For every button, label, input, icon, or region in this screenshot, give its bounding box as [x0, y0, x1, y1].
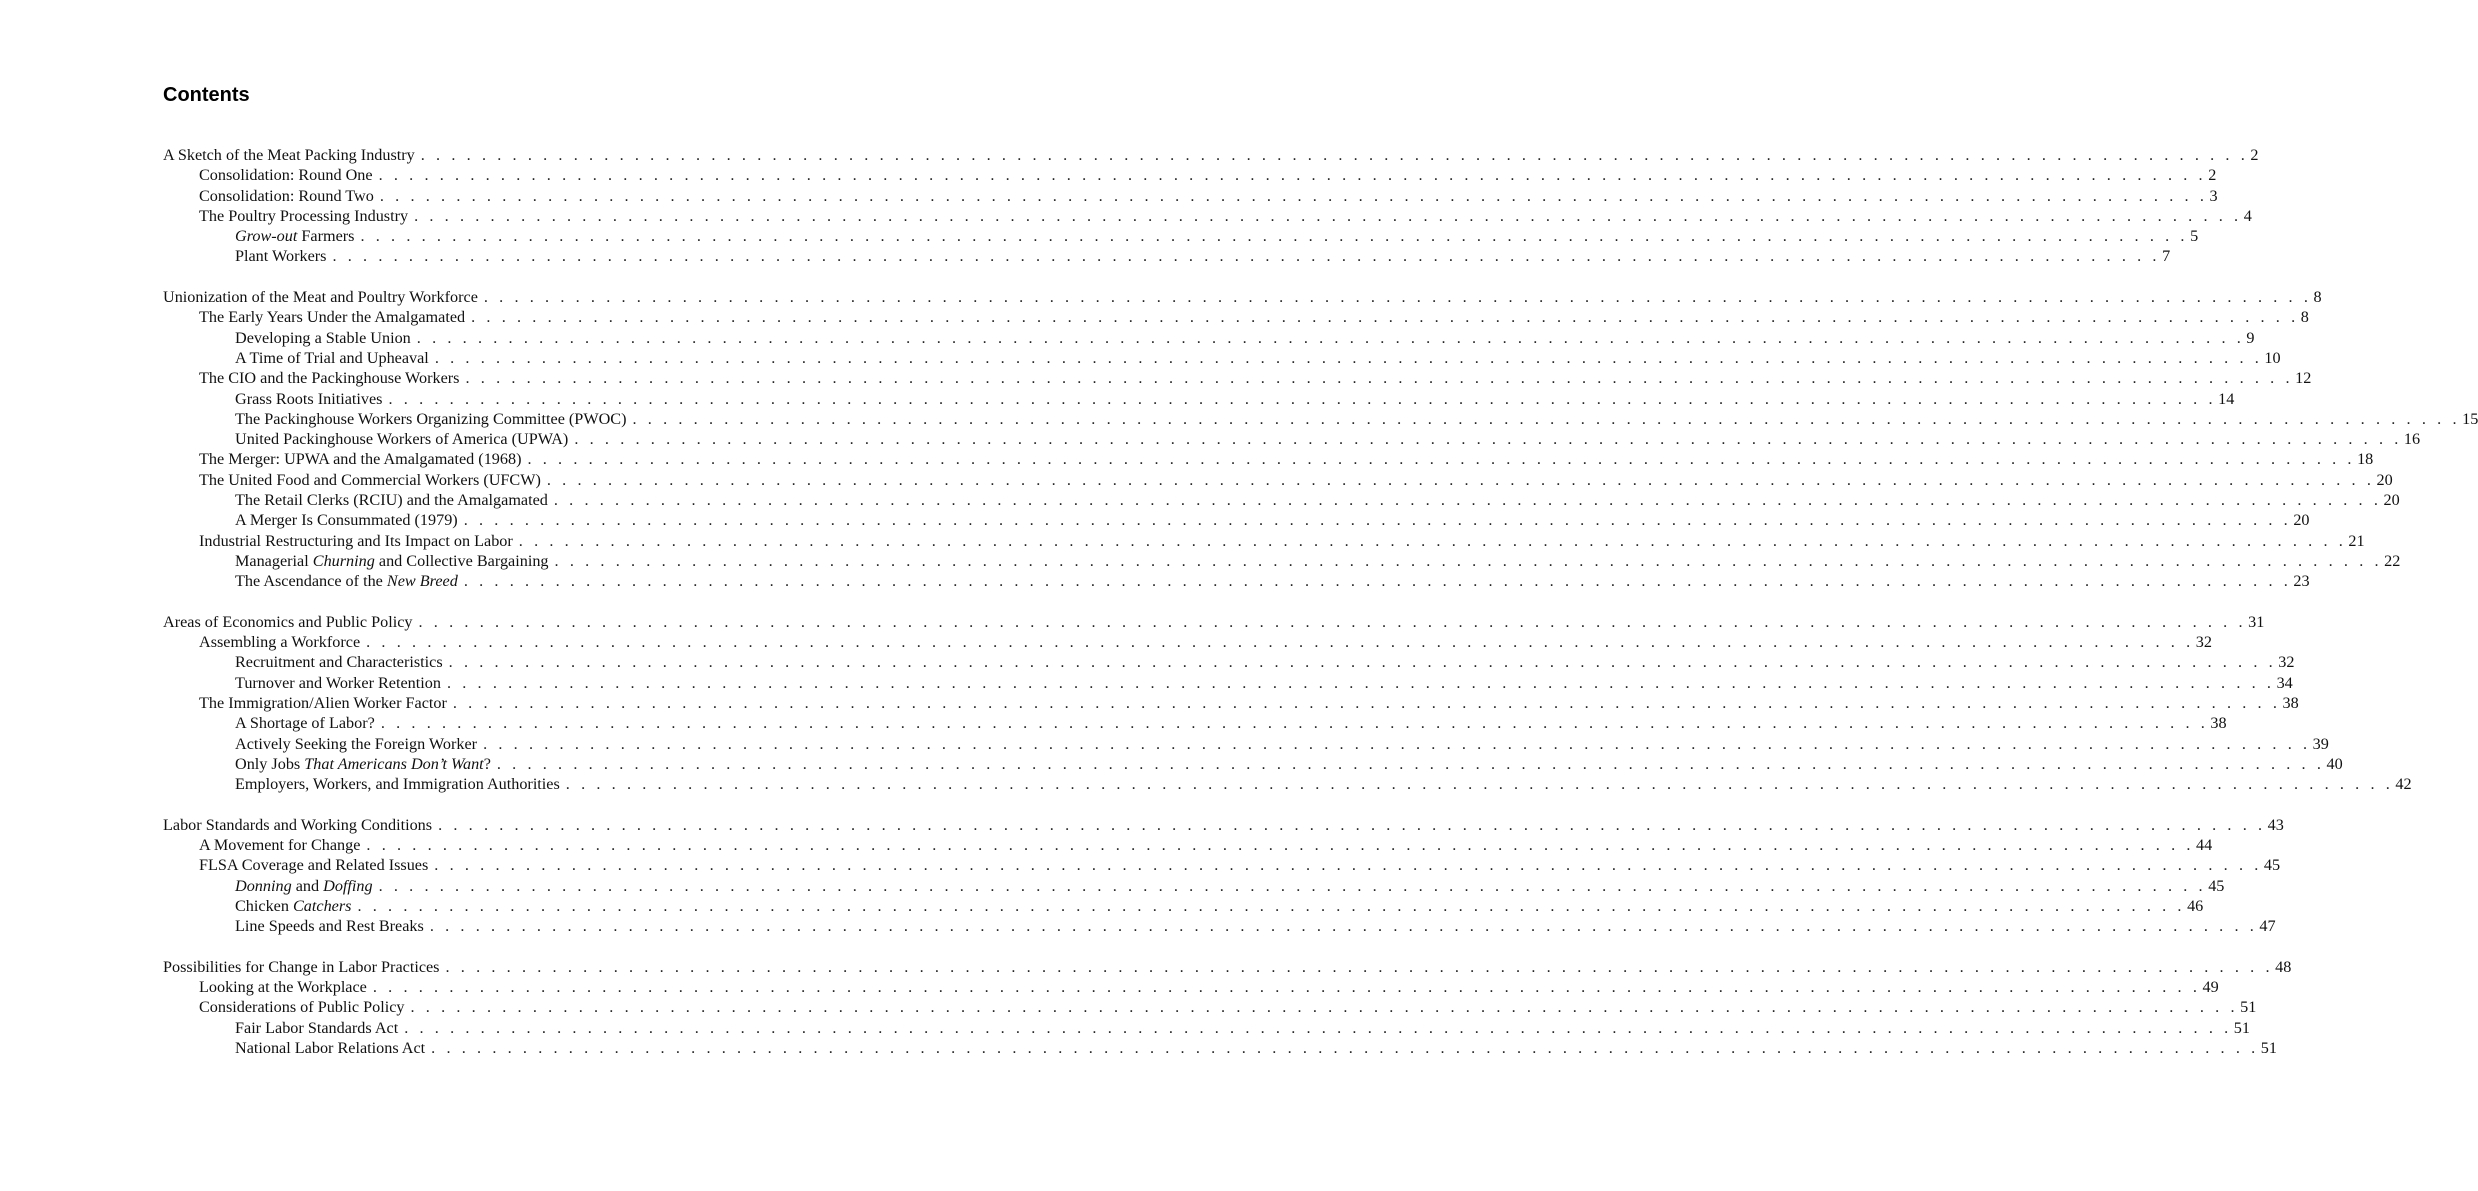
toc-entry-title-text: Consolidation: Round Two [199, 186, 374, 205]
toc-entry-title [199, 470, 547, 490]
dot-leader: . . . . . . . . . . . . . . . . . . . . . . . . . . . . . . . . . . . . . . . . . . . . . . . . . . . . . . . . . . . . . . . . . . . . . . . . . . . . . . . . . . . . . . . . . . . . . . . . . . . . . . . . . . . . . . . . . . . . . . . . [332, 247, 2161, 266]
toc-entry-level-2 [163, 307, 2309, 327]
toc-entry-title-text: The Immigration/Alien Worker Factor [199, 694, 447, 713]
toc-section [163, 287, 2478, 591]
toc-entry-title [199, 997, 410, 1017]
toc-entry-title-italic: Doffing [323, 876, 373, 895]
dot-leader: . . . . . . . . . . . . . . . . . . . . . . . . . . . . . . . . . . . . . . . . . . . . . . . . . . . . . . . . . . . . . . . . . . . . . . . . . . . . . . . . . . . . . . . . . . . . . . . . . . . . . . . . . . . . . . . . . . . . . . . . [554, 551, 2383, 570]
toc-entry-title-italic: That Americans Don’t Want [304, 754, 484, 773]
toc-entry-title [235, 490, 554, 510]
toc-entry-title-text: Consolidation: Round One [199, 166, 373, 185]
toc-entry-title [235, 551, 555, 571]
toc-entry-level-3 [163, 1018, 2250, 1038]
toc-page-number: 20 [2376, 470, 2393, 489]
toc-entry-title [235, 348, 435, 368]
toc-page-number: 45 [2208, 876, 2225, 895]
toc-page-number: 4 [2243, 206, 2252, 225]
toc-entry-title [199, 186, 380, 206]
dot-leader: . . . . . . . . . . . . . . . . . . . . . . . . . . . . . . . . . . . . . . . . . . . . . . . . . . . . . . . . . . . . . . . . . . . . . . . . . . . . . . . . . . . . . . . . . . . . . . . . . . . . . . . . . . . . . . . . . . . . . . . . [632, 409, 2461, 428]
dot-leader: . . . . . . . . . . . . . . . . . . . . . . . . . . . . . . . . . . . . . . . . . . . . . . . . . . . . . . . . . . . . . . . . . . . . . . . . . . . . . . . . . . . . . . . . . . . . . . . . . . . . . . . . . . . . . . . . . . . . . . . . [565, 775, 2394, 794]
toc-page-number: 46 [2187, 896, 2204, 915]
toc-entry-title [199, 165, 379, 185]
toc-entry-level-3 [163, 1038, 2277, 1058]
toc-entry-level-2 [163, 470, 2393, 490]
toc-page-number: 20 [2293, 511, 2310, 530]
dot-leader: . . . . . . . . . . . . . . . . . . . . . . . . . . . . . . . . . . . . . . . . . . . . . . . . . . . . . . . . . . . . . . . . . . . . . . . . . . . . . . . . . . . . . . . . . . . . . . . . . . . . . . . . . . . . . . . . . . . . . . . . [463, 572, 2292, 591]
toc-entry-title-text: Turnover and Worker Retention [235, 673, 441, 692]
toc-entry-title [199, 307, 471, 327]
toc-entry-title [199, 977, 373, 997]
toc-entry-title-italic: Catchers [293, 896, 352, 915]
toc-entry-title-text: Actively Seeking the Foreign Worker [235, 734, 478, 753]
toc-entry-title [199, 835, 366, 855]
toc-page-number: 2 [2208, 166, 2217, 185]
toc-entry-title-text: The Retail Clerks (RCIU) and the Amalgamated [235, 491, 548, 510]
toc-entry-title [163, 612, 419, 632]
toc-entry-level-3 [163, 896, 2204, 916]
toc-entry-title [235, 1038, 431, 1058]
toc-entry-title-text: National Labor Relations Act [235, 1039, 426, 1058]
toc-page-number: 5 [2190, 227, 2199, 246]
toc-entry-level-2 [163, 165, 2217, 185]
toc-entry-title-italic: Churning [312, 551, 375, 570]
page-title: Contents [163, 84, 250, 106]
toc-entry-title [235, 1018, 404, 1038]
dot-leader: . . . . . . . . . . . . . . . . . . . . . . . . . . . . . . . . . . . . . . . . . . . . . . . . . . . . . . . . . . . . . . . . . . . . . . . . . . . . . . . . . . . . . . . . . . . . . . . . . . . . . . . . . . . . . . . . . . . . . . . . [553, 491, 2382, 510]
dot-leader: . . . . . . . . . . . . . . . . . . . . . . . . . . . . . . . . . . . . . . . . . . . . . . . . . . . . . . . . . . . . . . . . . . . . . . . . . . . . . . . . . . . . . . . . . . . . . . . . . . . . . . . . . . . . . . . . . . . . . . . . [378, 876, 2207, 895]
toc-entry-title-text: The Ascendance of the [235, 572, 387, 591]
toc-page-number: 8 [2313, 288, 2322, 307]
toc-entry-title-text: Managerial [235, 551, 313, 570]
toc-entry-level-2 [163, 997, 2257, 1017]
toc-entry-title-text: Grass Roots Initiatives [235, 389, 383, 408]
toc-page-number: 39 [2312, 734, 2329, 753]
toc-entry-level-3 [163, 734, 2329, 754]
toc-entry-title-text: Only Jobs [235, 754, 305, 773]
toc-entry-title [199, 206, 414, 226]
toc-page-number: 40 [2326, 754, 2343, 773]
toc-entry-title-text: The Poultry Processing Industry [199, 206, 409, 225]
toc-page-number: 8 [2300, 308, 2309, 327]
toc-entry-title-text: Industrial Restructuring and Its Impact on Labor [199, 531, 513, 550]
dot-leader: . . . . . . . . . . . . . . . . . . . . . . . . . . . . . . . . . . . . . . . . . . . . . . . . . . . . . . . . . . . . . . . . . . . . . . . . . . . . . . . . . . . . . . . . . . . . . . . . . . . . . . . . . . . . . . . . . . . . . . . . [379, 186, 2208, 205]
toc-entry-level-2 [163, 449, 2374, 469]
toc-entry-level-1 [163, 957, 2292, 977]
dot-leader: . . . . . . . . . . . . . . . . . . . . . . . . . . . . . . . . . . . . . . . . . . . . . . . . . . . . . . . . . . . . . . . . . . . . . . . . . . . . . . . . . . . . . . . . . . . . . . . . . . . . . . . . . . . . . . . . . . . . . . . . [465, 369, 2294, 388]
toc-entry-title [163, 815, 438, 835]
toc-entry-title-text: A Merger Is Consummated (1979) [235, 511, 458, 530]
dot-leader: . . . . . . . . . . . . . . . . . . . . . . . . . . . . . . . . . . . . . . . . . . . . . . . . . . . . . . . . . . . . . . . . . . . . . . . . . . . . . . . . . . . . . . . . . . . . . . . . . . . . . . . . . . . . . . . . . . . . . . . . [434, 348, 2263, 367]
toc-page-number: 10 [2264, 348, 2281, 367]
dot-leader: . . . . . . . . . . . . . . . . . . . . . . . . . . . . . . . . . . . . . . . . . . . . . . . . . . . . . . . . . . . . . . . . . . . . . . . . . . . . . . . . . . . . . . . . . . . . . . . . . . . . . . . . . . . . . . . . . . . . . . . . [452, 694, 2281, 713]
toc-entry-title-text: Assembling a Workforce [199, 633, 361, 652]
toc-entry-level-1 [163, 815, 2284, 835]
toc-entry-title [199, 449, 527, 469]
toc-entry-level-3 [163, 328, 2255, 348]
toc-entry-level-3 [163, 876, 2225, 896]
toc-entry-title-text: The Merger: UPWA and the Amalgamated (1968) [199, 450, 522, 469]
toc-entry-title [235, 754, 497, 774]
toc-entry-title [235, 571, 464, 591]
toc-entry-title-italic: Donning [235, 876, 292, 895]
dot-leader: . . . . . . . . . . . . . . . . . . . . . . . . . . . . . . . . . . . . . . . . . . . . . . . . . . . . . . . . . . . . . . . . . . . . . . . . . . . . . . . . . . . . . . . . . . . . . . . . . . . . . . . . . . . . . . . . . . . . . . . . [366, 633, 2194, 652]
dot-leader: . . . . . . . . . . . . . . . . . . . . . . . . . . . . . . . . . . . . . . . . . . . . . . . . . . . . . . . . . . . . . . . . . . . . . . . . . . . . . . . . . . . . . . . . . . . . . . . . . . . . . . . . . . . . . . . . . . . . . . . . [445, 957, 2274, 976]
dot-leader: . . . . . . . . . . . . . . . . . . . . . . . . . . . . . . . . . . . . . . . . . . . . . . . . . . . . . . . . . . . . . . . . . . . . . . . . . . . . . . . . . . . . . . . . . . . . . . . . . . . . . . . . . . . . . . . . . . . . . . . . [496, 754, 2325, 773]
dot-leader: . . . . . . . . . . . . . . . . . . . . . . . . . . . . . . . . . . . . . . . . . . . . . . . . . . . . . . . . . . . . . . . . . . . . . . . . . . . . . . . . . . . . . . . . . . . . . . . . . . . . . . . . . . . . . . . . . . . . . . . . [388, 389, 2217, 408]
toc-page-number: 51 [2260, 1039, 2277, 1058]
dot-leader: . . . . . . . . . . . . . . . . . . . . . . . . . . . . . . . . . . . . . . . . . . . . . . . . . . . . . . . . . . . . . . . . . . . . . . . . . . . . . . . . . . . . . . . . . . . . . . . . . . . . . . . . . . . . . . . . . . . . . . . . [518, 531, 2347, 550]
dot-leader: . . . . . . . . . . . . . . . . . . . . . . . . . . . . . . . . . . . . . . . . . . . . . . . . . . . . . . . . . . . . . . . . . . . . . . . . . . . . . . . . . . . . . . . . . . . . . . . . . . . . . . . . . . . . . . . . . . . . . . . . [410, 998, 2239, 1017]
toc-page-number: 18 [2357, 450, 2374, 469]
toc-entry-title-text: and [291, 876, 324, 895]
dot-leader: . . . . . . . . . . . . . . . . . . . . . . . . . . . . . . . . . . . . . . . . . . . . . . . . . . . . . . . . . . . . . . . . . . . . . . . . . . . . . . . . . . . . . . . . . . . . . . . . . . . . . . . . . . . . . . . . . . . . . . . . [404, 1018, 2232, 1037]
toc-entry-level-2 [163, 855, 2281, 875]
toc-page-number: 21 [2348, 531, 2365, 550]
toc-page-number: 3 [2209, 186, 2218, 205]
toc-entry-level-3 [163, 916, 2276, 936]
toc-entry-level-2 [163, 632, 2212, 652]
toc-entry-title-text: The CIO and the Packinghouse Workers [199, 369, 460, 388]
toc-entry-level-3 [163, 490, 2400, 510]
toc-entry-level-1 [163, 145, 2259, 165]
toc-page-number: 31 [2248, 612, 2265, 631]
toc-entry-title [163, 957, 445, 977]
toc-page-number: 49 [2202, 978, 2219, 997]
toc-page-number: 7 [2162, 247, 2171, 266]
toc-entry-title [199, 368, 466, 388]
toc-entry-level-3 [163, 409, 2478, 429]
toc-entry-level-3 [163, 652, 2295, 672]
toc-section [163, 612, 2412, 795]
toc-entry-title [235, 389, 388, 409]
toc-page-number: 47 [2259, 917, 2276, 936]
toc-page-number: 48 [2275, 957, 2292, 976]
toc-entry-title-text: Unionization of the Meat and Poultry Workforce [163, 288, 478, 307]
toc-entry-title [235, 652, 449, 672]
toc-page-number: 23 [2293, 572, 2310, 591]
toc-entry-title-text: Employers, Workers, and Immigration Authorities [235, 775, 560, 794]
dot-leader: . . . . . . . . . . . . . . . . . . . . . . . . . . . . . . . . . . . . . . . . . . . . . . . . . . . . . . . . . . . . . . . . . . . . . . . . . . . . . . . . . . . . . . . . . . . . . . . . . . . . . . . . . . . . . . . . . . . . . . . . [420, 146, 2249, 164]
toc-page-number: 32 [2278, 653, 2295, 672]
toc-entry-level-1 [163, 287, 2322, 307]
dot-leader: . . . . . . . . . . . . . . . . . . . . . . . . . . . . . . . . . . . . . . . . . . . . . . . . . . . . . . . . . . . . . . . . . . . . . . . . . . . . . . . . . . . . . . . . . . . . . . . . . . . . . . . . . . . . . . . . . . . . . . . . [438, 815, 2266, 834]
toc-entry-title [235, 774, 566, 794]
dot-leader: . . . . . . . . . . . . . . . . . . . . . . . . . . . . . . . . . . . . . . . . . . . . . . . . . . . . . . . . . . . . . . . . . . . . . . . . . . . . . . . . . . . . . . . . . . . . . . . . . . . . . . . . . . . . . . . . . . . . . . . . [372, 978, 2201, 997]
toc-entry-title [163, 287, 484, 307]
toc-entry-title [235, 916, 430, 936]
toc-entry-level-3 [163, 246, 2171, 266]
toc-entry-title-text: A Time of Trial and Upheaval [235, 348, 429, 367]
toc-entry-title-text: and Collective Bargaining [374, 551, 549, 570]
toc-entry-title-text: Chicken [235, 896, 293, 915]
toc-entry-title-text: Developing a Stable Union [235, 328, 411, 347]
toc-entry-title-text: FLSA Coverage and Related Issues [199, 856, 429, 875]
toc-entry-level-3 [163, 551, 2401, 571]
toc-entry-title-text: Recruitment and Characteristics [235, 653, 443, 672]
dot-leader: . . . . . . . . . . . . . . . . . . . . . . . . . . . . . . . . . . . . . . . . . . . . . . . . . . . . . . . . . . . . . . . . . . . . . . . . . . . . . . . . . . . . . . . . . . . . . . . . . . . . . . . . . . . . . . . . . . . . . . . . [527, 450, 2356, 469]
dot-leader: . . . . . . . . . . . . . . . . . . . . . . . . . . . . . . . . . . . . . . . . . . . . . . . . . . . . . . . . . . . . . . . . . . . . . . . . . . . . . . . . . . . . . . . . . . . . . . . . . . . . . . . . . . . . . . . . . . . . . . . . [366, 836, 2195, 855]
toc-entry-title-text: Fair Labor Standards Act [235, 1018, 399, 1037]
toc-entry-title [235, 409, 632, 429]
toc-entry-title [199, 693, 453, 713]
toc-entry-level-2 [163, 977, 2219, 997]
toc-page-number: 43 [2267, 815, 2284, 834]
dot-leader: . . . . . . . . . . . . . . . . . . . . . . . . . . . . . . . . . . . . . . . . . . . . . . . . . . . . . . . . . . . . . . . . . . . . . . . . . . . . . . . . . . . . . . . . . . . . . . . . . . . . . . . . . . . . . . . . . . . . . . . . [574, 430, 2402, 449]
toc-entry-title-text: United Packinghouse Workers of America (UPWA) [235, 430, 569, 449]
toc-page-number: 20 [2383, 491, 2400, 510]
toc-page-number: 22 [2384, 551, 2401, 570]
toc-entry-title [235, 876, 379, 896]
toc-page-number: 38 [2282, 694, 2299, 713]
toc-entry-title-italic: New Breed [386, 572, 458, 591]
dot-leader: . . . . . . . . . . . . . . . . . . . . . . . . . . . . . . . . . . . . . . . . . . . . . . . . . . . . . . . . . . . . . . . . . . . . . . . . . . . . . . . . . . . . . . . . . . . . . . . . . . . . . . . . . . . . . . . . . . . . . . . . [380, 714, 2209, 733]
toc-entry-title [235, 673, 447, 693]
toc-page-number: 34 [2276, 673, 2293, 692]
toc-entry-title [235, 734, 483, 754]
toc-entry-level-3 [163, 226, 2199, 246]
toc-entry-level-2 [163, 186, 2218, 206]
toc-entry-level-3 [163, 510, 2310, 530]
toc-entry-level-2 [163, 368, 2312, 388]
toc-entry-title-italic: Grow-out [235, 227, 298, 246]
toc-entry-level-3 [163, 389, 2235, 409]
toc-entry-title-text: The United Food and Commercial Workers (UFCW) [199, 470, 541, 489]
dot-leader: . . . . . . . . . . . . . . . . . . . . . . . . . . . . . . . . . . . . . . . . . . . . . . . . . . . . . . . . . . . . . . . . . . . . . . . . . . . . . . . . . . . . . . . . . . . . . . . . . . . . . . . . . . . . . . . . . . . . . . . . [378, 166, 2207, 185]
toc-entry-title [235, 429, 574, 449]
toc-entry-title [235, 896, 357, 916]
toc-page-number: 44 [2196, 836, 2213, 855]
toc-page-number: 32 [2195, 633, 2212, 652]
dot-leader: . . . . . . . . . . . . . . . . . . . . . . . . . . . . . . . . . . . . . . . . . . . . . . . . . . . . . . . . . . . . . . . . . . . . . . . . . . . . . . . . . . . . . . . . . . . . . . . . . . . . . . . . . . . . . . . . . . . . . . . . [357, 896, 2186, 915]
toc-entry-title-text: ? [483, 754, 491, 773]
toc-entry-level-1 [163, 612, 2265, 632]
toc-entry-title-text: The Packinghouse Workers Organizing Committee (PWOC) [235, 409, 627, 428]
dot-leader: . . . . . . . . . . . . . . . . . . . . . . . . . . . . . . . . . . . . . . . . . . . . . . . . . . . . . . . . . . . . . . . . . . . . . . . . . . . . . . . . . . . . . . . . . . . . . . . . . . . . . . . . . . . . . . . . . . . . . . . . [418, 612, 2247, 631]
toc-page-number: 51 [2233, 1018, 2250, 1037]
toc-entry-title-text: Line Speeds and Rest Breaks [235, 917, 424, 936]
toc-page-number: 9 [2246, 328, 2255, 347]
toc-entry-title [235, 246, 332, 266]
dot-leader: . . . . . . . . . . . . . . . . . . . . . . . . . . . . . . . . . . . . . . . . . . . . . . . . . . . . . . . . . . . . . . . . . . . . . . . . . . . . . . . . . . . . . . . . . . . . . . . . . . . . . . . . . . . . . . . . . . . . . . . . [463, 511, 2292, 530]
toc-page-number: 51 [2240, 998, 2257, 1017]
toc-entry-level-3 [163, 348, 2281, 368]
dot-leader: . . . . . . . . . . . . . . . . . . . . . . . . . . . . . . . . . . . . . . . . . . . . . . . . . . . . . . . . . . . . . . . . . . . . . . . . . . . . . . . . . . . . . . . . . . . . . . . . . . . . . . . . . . . . . . . . . . . . . . . . [471, 308, 2299, 327]
toc-section [163, 145, 2259, 267]
toc-page-number: 2 [2250, 146, 2259, 164]
toc-entry-title [199, 855, 434, 875]
toc-page-number: 16 [2403, 430, 2421, 449]
dot-leader: . . . . . . . . . . . . . . . . . . . . . . . . . . . . . . . . . . . . . . . . . . . . . . . . . . . . . . . . . . . . . . . . . . . . . . . . . . . . . . . . . . . . . . . . . . . . . . . . . . . . . . . . . . . . . . . . . . . . . . . . [483, 288, 2312, 307]
toc-entry-level-3 [163, 754, 2343, 774]
toc-page-number: 45 [2263, 856, 2281, 875]
toc-entry-level-3 [163, 571, 2310, 591]
toc-entry-title-text: Labor Standards and Working Conditions [163, 815, 433, 834]
toc-entry-title-text: Possibilities for Change in Labor Practices [163, 957, 440, 976]
toc-entry-title-text: A Sketch of the Meat Packing Industry [163, 146, 415, 164]
dot-leader: . . . . . . . . . . . . . . . . . . . . . . . . . . . . . . . . . . . . . . . . . . . . . . . . . . . . . . . . . . . . . . . . . . . . . . . . . . . . . . . . . . . . . . . . . . . . . . . . . . . . . . . . . . . . . . . . . . . . . . . . [446, 673, 2275, 692]
toc-entry-title-text: The Early Years Under the Amalgamated [199, 308, 466, 327]
dot-leader: . . . . . . . . . . . . . . . . . . . . . . . . . . . . . . . . . . . . . . . . . . . . . . . . . . . . . . . . . . . . . . . . . . . . . . . . . . . . . . . . . . . . . . . . . . . . . . . . . . . . . . . . . . . . . . . . . . . . . . . . [360, 227, 2189, 246]
toc-entry-title-text: Looking at the Workplace [199, 978, 367, 997]
toc-entry-title [199, 632, 366, 652]
toc-entry-title-text: Farmers [297, 227, 355, 246]
toc-section [163, 815, 2284, 937]
toc-entry-level-2 [163, 206, 2252, 226]
toc-page-number: 38 [2210, 714, 2227, 733]
toc-entry-level-2 [163, 531, 2365, 551]
toc-page-number: 15 [2462, 409, 2478, 428]
toc-entry-title-text: Plant Workers [235, 247, 327, 266]
toc-entry-level-3 [163, 713, 2227, 733]
toc-entry-title-text: Areas of Economics and Public Policy [163, 612, 413, 631]
toc-entry-title [163, 145, 421, 165]
toc-page-number: 12 [2295, 369, 2312, 388]
dot-leader: . . . . . . . . . . . . . . . . . . . . . . . . . . . . . . . . . . . . . . . . . . . . . . . . . . . . . . . . . . . . . . . . . . . . . . . . . . . . . . . . . . . . . . . . . . . . . . . . . . . . . . . . . . . . . . . . . . . . . . . . [483, 734, 2311, 753]
toc-entry-level-3 [163, 673, 2293, 693]
toc-entry-title [235, 510, 464, 530]
dot-leader: . . . . . . . . . . . . . . . . . . . . . . . . . . . . . . . . . . . . . . . . . . . . . . . . . . . . . . . . . . . . . . . . . . . . . . . . . . . . . . . . . . . . . . . . . . . . . . . . . . . . . . . . . . . . . . . . . . . . . . . . [429, 917, 2258, 936]
toc-entry-level-3 [163, 774, 2412, 794]
toc-entry-title [235, 328, 417, 348]
toc-page-number: 14 [2218, 389, 2235, 408]
toc-entry-title-text: A Movement for Change [199, 836, 361, 855]
toc-section [163, 957, 2292, 1058]
dot-leader: . . . . . . . . . . . . . . . . . . . . . . . . . . . . . . . . . . . . . . . . . . . . . . . . . . . . . . . . . . . . . . . . . . . . . . . . . . . . . . . . . . . . . . . . . . . . . . . . . . . . . . . . . . . . . . . . . . . . . . . . [434, 856, 2262, 875]
toc-entry-level-2 [163, 835, 2213, 855]
toc-entry-title [199, 531, 519, 551]
dot-leader: . . . . . . . . . . . . . . . . . . . . . . . . . . . . . . . . . . . . . . . . . . . . . . . . . . . . . . . . . . . . . . . . . . . . . . . . . . . . . . . . . . . . . . . . . . . . . . . . . . . . . . . . . . . . . . . . . . . . . . . . [448, 653, 2277, 672]
table-of-contents [163, 145, 2478, 1079]
toc-entry-title [235, 713, 381, 733]
toc-entry-title-text: Considerations of Public Policy [199, 998, 405, 1017]
toc-page-number: 42 [2395, 775, 2412, 794]
toc-entry-level-2 [163, 693, 2299, 713]
dot-leader: . . . . . . . . . . . . . . . . . . . . . . . . . . . . . . . . . . . . . . . . . . . . . . . . . . . . . . . . . . . . . . . . . . . . . . . . . . . . . . . . . . . . . . . . . . . . . . . . . . . . . . . . . . . . . . . . . . . . . . . . [431, 1039, 2259, 1058]
toc-entry-level-3 [163, 429, 2421, 449]
dot-leader: . . . . . . . . . . . . . . . . . . . . . . . . . . . . . . . . . . . . . . . . . . . . . . . . . . . . . . . . . . . . . . . . . . . . . . . . . . . . . . . . . . . . . . . . . . . . . . . . . . . . . . . . . . . . . . . . . . . . . . . . [546, 470, 2375, 489]
toc-entry-title-text: A Shortage of Labor? [235, 714, 375, 733]
dot-leader: . . . . . . . . . . . . . . . . . . . . . . . . . . . . . . . . . . . . . . . . . . . . . . . . . . . . . . . . . . . . . . . . . . . . . . . . . . . . . . . . . . . . . . . . . . . . . . . . . . . . . . . . . . . . . . . . . . . . . . . . [414, 206, 2242, 225]
toc-entry-title [235, 226, 360, 246]
dot-leader: . . . . . . . . . . . . . . . . . . . . . . . . . . . . . . . . . . . . . . . . . . . . . . . . . . . . . . . . . . . . . . . . . . . . . . . . . . . . . . . . . . . . . . . . . . . . . . . . . . . . . . . . . . . . . . . . . . . . . . . . [416, 328, 2245, 347]
